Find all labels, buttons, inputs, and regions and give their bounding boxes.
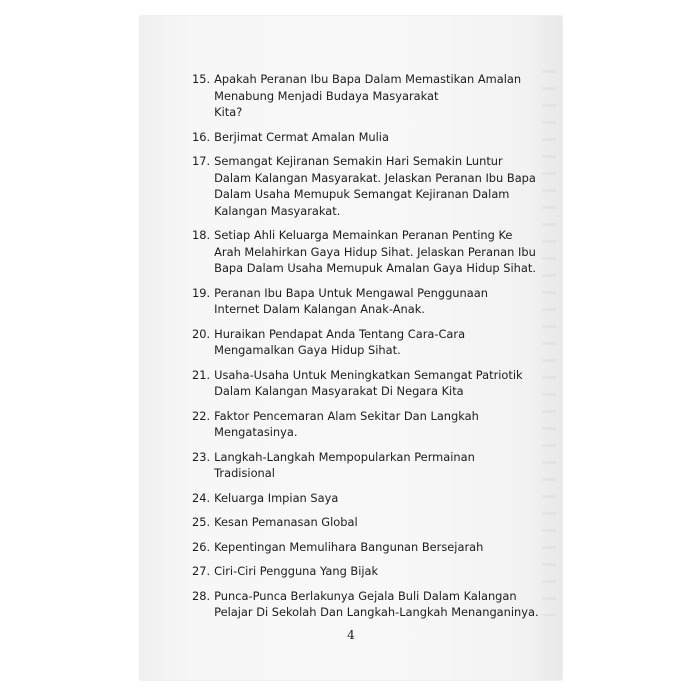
item-number: 24. — [192, 490, 211, 505]
page-number: 4 — [347, 628, 355, 642]
list-item — [192, 71, 544, 121]
list-item — [192, 408, 544, 441]
item-text: Semangat Kejiranan Semakin Hari Semakin Luntur Dalam Kalangan Masyarakat. Jelaskan Peranan Ibu Bapa Dalam Usaha Memupuk Semangat Kejiranan Dalam Kalangan Masyarakat. — [214, 154, 536, 218]
list-item — [192, 514, 544, 531]
list-item — [192, 326, 544, 359]
item-text: Keluarga Impian Saya — [214, 490, 339, 505]
item-number: 23. — [192, 449, 211, 464]
item-number: 20. — [192, 326, 211, 341]
item-number: 28. — [192, 588, 211, 603]
item-number: 17. — [192, 154, 211, 168]
list-item — [192, 490, 544, 507]
item-number: 27. — [192, 564, 211, 578]
list-item — [192, 367, 544, 400]
list-item — [192, 227, 544, 277]
list-item — [192, 539, 544, 556]
item-text: Faktor Pencemaran Alam Sekitar Dan Langkah Mengatasinya. — [214, 408, 479, 439]
item-number: 26. — [192, 539, 211, 554]
item-text: Huraikan Pendapat Anda Tentang Cara-Cara Mengamalkan Gaya Hidup Sihat. — [214, 326, 466, 357]
book-page — [140, 16, 562, 680]
item-number: 21. — [192, 367, 211, 382]
list-item — [192, 129, 544, 146]
item-number: 19. — [192, 285, 211, 300]
item-text: Kepentingan Memulihara Bangunan Bersejarah — [214, 539, 484, 554]
list-item — [192, 449, 544, 482]
item-text: Kesan Pemanasan Global — [214, 515, 358, 529]
item-number: 18. — [192, 228, 211, 242]
item-text: Usaha-Usaha Untuk Meningkatkan Semangat Patriotik Dalam Kalangan Masyarakat Di Negara Kita — [214, 367, 523, 398]
item-number: 15. — [192, 72, 211, 86]
item-number: 16. — [192, 129, 211, 144]
list-item — [192, 285, 544, 318]
item-number: 25. — [192, 515, 211, 529]
show-through-text — [542, 56, 556, 616]
list-item — [192, 153, 544, 219]
item-number: 22. — [192, 408, 211, 423]
item-text: Peranan Ibu Bapa Untuk Mengawal Penggunaan Internet Dalam Kalangan Anak-Anak. — [214, 285, 488, 316]
item-text: Berjimat Cermat Amalan Mulia — [214, 129, 389, 144]
list-item — [192, 588, 544, 621]
item-text: Apakah Peranan Ibu Bapa Dalam Memastikan Amalan Menabung Menjadi Budaya Masyarakat Kita? — [214, 72, 522, 119]
item-text: Punca-Punca Berlakunya Gejala Buli Dalam Kalangan Pelajar Di Sekolah Dan Langkah-Langkah Menanganinya. — [214, 588, 539, 619]
item-text: Langkah-Langkah Mempopularkan Permainan Tradisional — [214, 449, 475, 480]
item-text: Setiap Ahli Keluarga Memainkan Peranan Penting Ke Arah Melahirkan Gaya Hidup Sihat. Jelaskan Peranan Ibu Bapa Dalam Usaha Memupuk Amalan Gaya Hidup Sihat. — [214, 228, 536, 275]
item-text: Ciri-Ciri Pengguna Yang Bijak — [214, 564, 379, 578]
list-item — [192, 563, 544, 580]
essay-topic-list — [192, 71, 544, 621]
